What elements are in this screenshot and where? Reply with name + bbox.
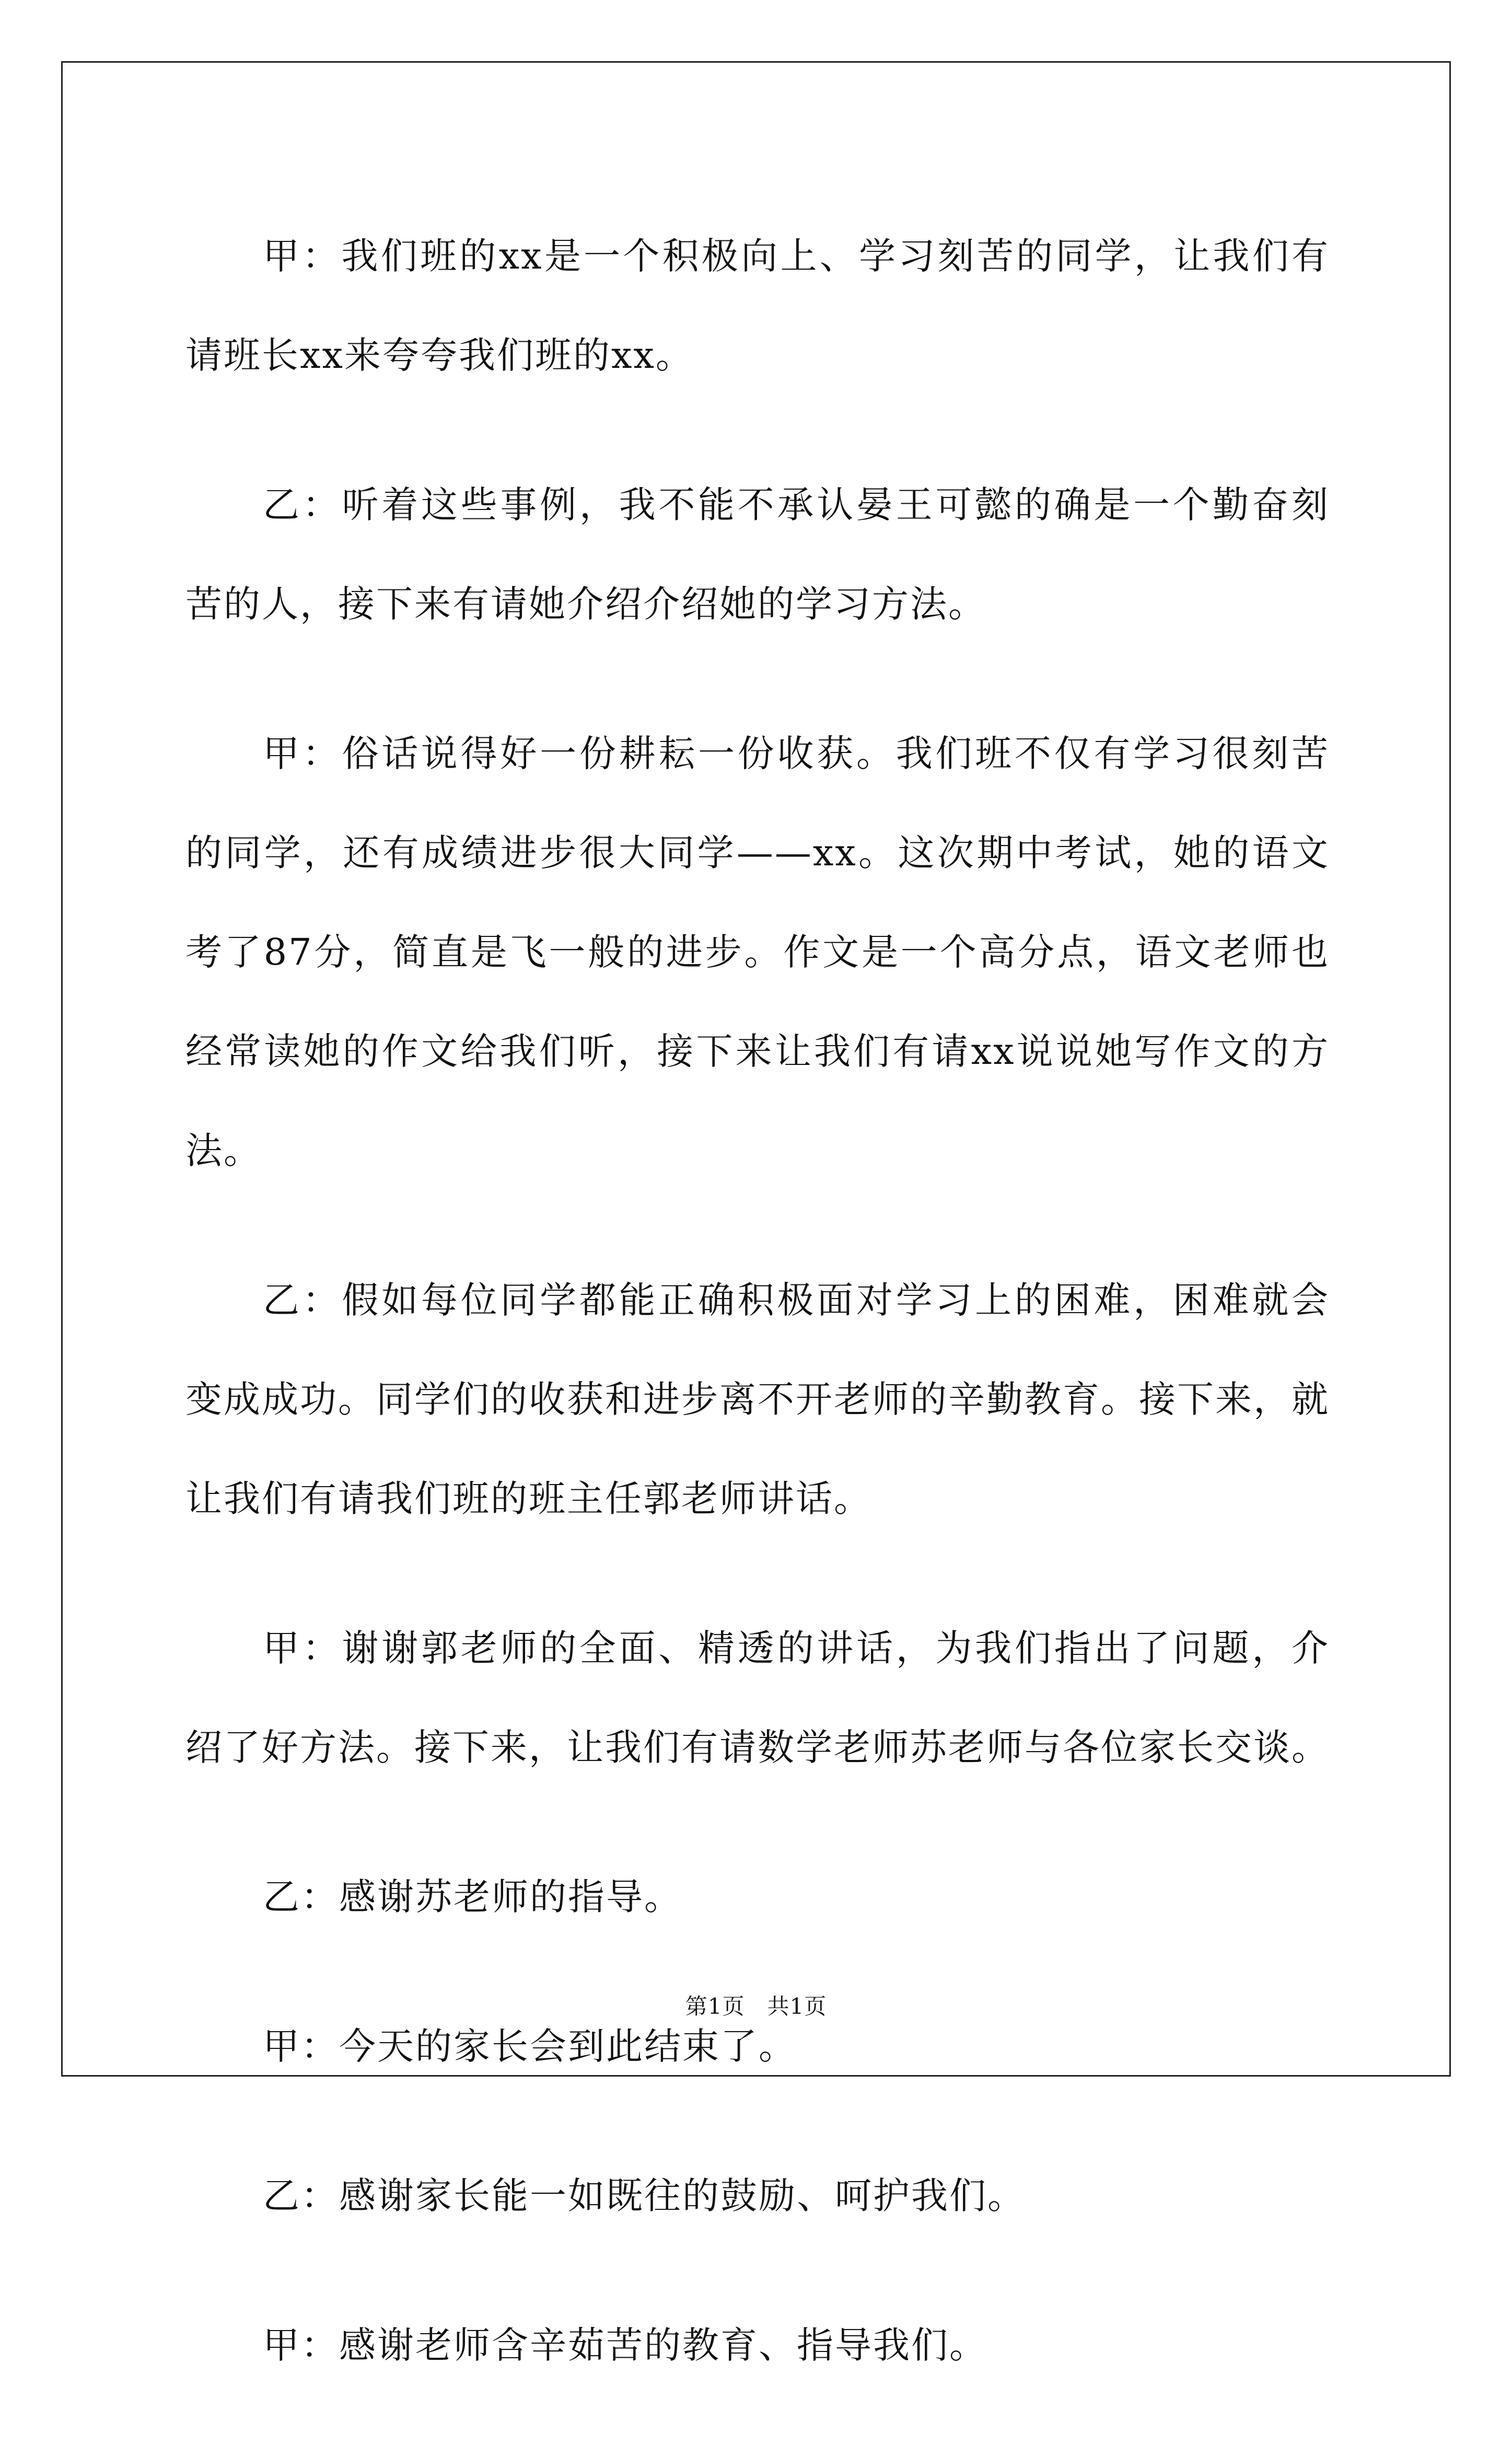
paragraph: 乙：感谢家长能一如既往的鼓励、呵护我们。 — [263, 2174, 1026, 2217]
paragraph: 乙：听着这些事例，我不能不承认晏王可懿的确是一个勤奋刻苦的人，接下来有请她介绍介绍她的学习方法。 — [185, 483, 1330, 625]
paragraph: 甲：感谢老师含辛茹苦的教育、指导我们。 — [263, 2324, 987, 2367]
paragraph: 甲：俗话说得好一份耕耘一份收获。我们班不仅有学习很刻苦的同学，还有成绩进步很大同学——xx。这次期中考试，她的语文考了87分，简直是飞一般的进步。作文是一个高分点，语文老师也经常读她的作文给我们听，接下来让我们有请xx说说她写作文的方法。 — [185, 732, 1330, 1172]
document-body — [185, 206, 1330, 2445]
paragraph: 甲：谢谢郭老师的全面、精透的讲话，为我们指出了问题，介绍了好方法。接下来，让我们有请数学老师苏老师与各位家长交谈。 — [185, 1627, 1330, 1769]
paragraph: 甲：我们班的xx是一个积极向上、学习刻苦的同学，让我们有请班长xx来夸夸我们班的xx。 — [185, 235, 1330, 377]
paragraph: 乙：感谢苏老师的指导。 — [263, 1875, 682, 1918]
paragraph: 甲：今天的家长会到此结束了。 — [263, 2025, 797, 2068]
paragraph: 乙：假如每位同学都能正确积极面对学习上的困难，困难就会变成成功。同学们的收获和进步离不开老师的辛勤教育。接下来，就让我们有请我们班的班主任郭老师讲话。 — [185, 1279, 1330, 1520]
page-footer: 第1页 共1页 — [685, 1994, 827, 2019]
